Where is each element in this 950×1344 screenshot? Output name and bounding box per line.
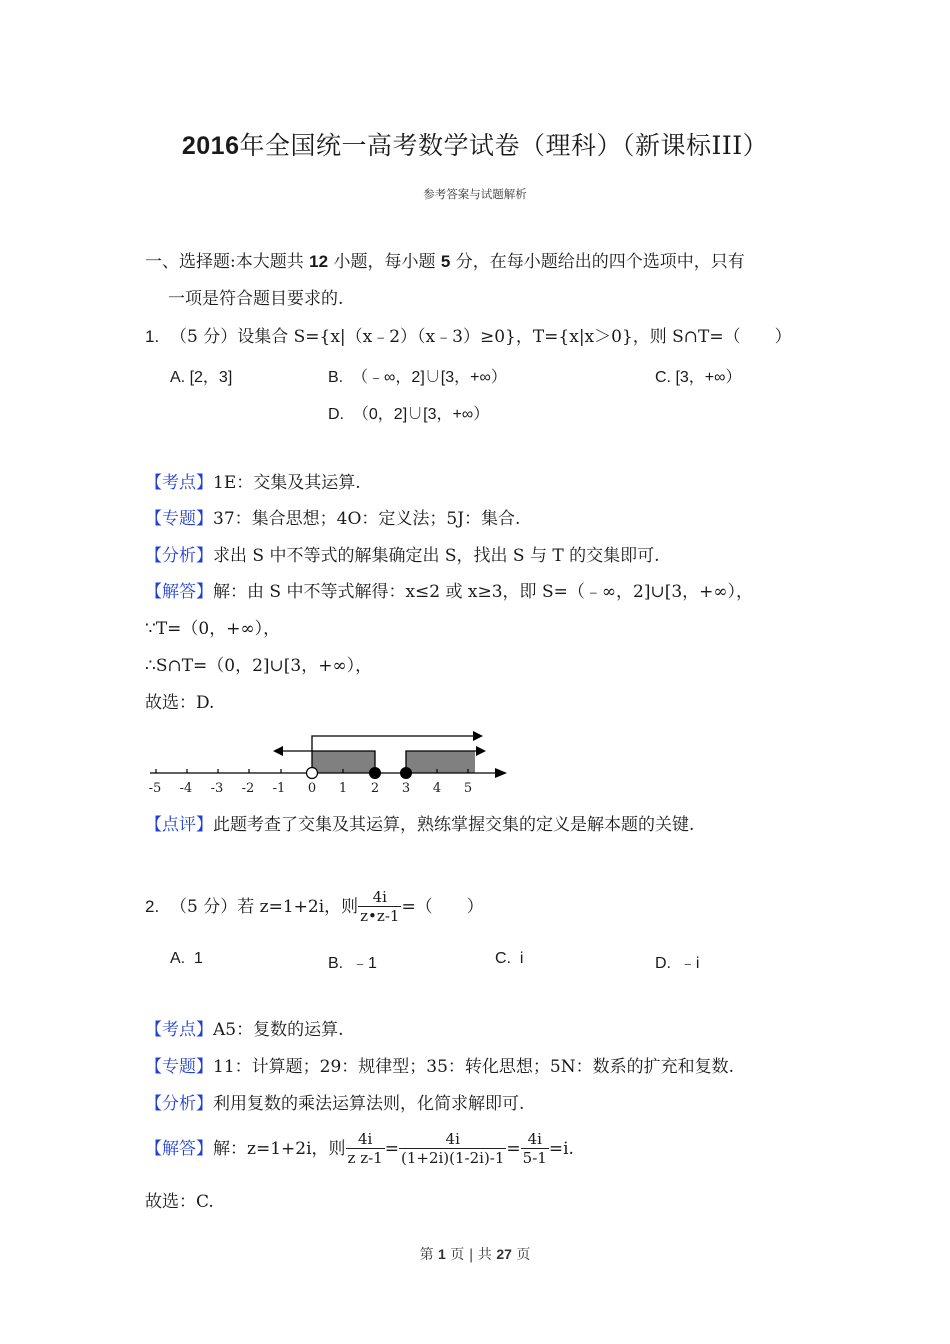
svg-text:4: 4 — [432, 781, 442, 796]
section-heading — [145, 250, 745, 274]
q1-jieda: 【解答】解：由 S 中不等式解得：x≤2 或 x≥3，即 S=（﹣∞，2]∪[3，+∞）， — [145, 582, 754, 602]
page-title — [0, 126, 950, 162]
q2-option-d[interactable]: D. ﹣i — [655, 955, 700, 972]
closed-point-3 — [400, 767, 412, 779]
q2-option-a[interactable]: A. 1 — [170, 950, 203, 967]
page-total: 27 — [496, 1246, 512, 1262]
page-number: 1 — [438, 1246, 446, 1262]
svg-text:-1: -1 — [272, 781, 286, 796]
jieda-fraction-3: $\frac{4i}{5-1}$ — [522, 1130, 547, 1167]
section-heading-line2: 一项是符合题目要求的. — [168, 289, 344, 309]
heading-text: 小题，每小题 — [328, 252, 441, 272]
title-year: 2016 — [181, 132, 240, 160]
q1-kaodian: 【考点】1E：交集及其运算. — [145, 473, 361, 493]
fenxi-tag: 【分析】 — [145, 1094, 213, 1114]
question-number: 2. — [145, 896, 160, 916]
q1-option-d[interactable]: D. （0，2]∪[3，+∞） — [328, 406, 490, 423]
closed-point-2 — [369, 767, 381, 779]
q2-fraction: $\frac{4i}{z•\overline{z}-1}$ — [360, 888, 400, 925]
dianping-tag: 【点评】 — [145, 815, 213, 835]
question-1-stem — [145, 325, 792, 349]
q2-zhuanti: 【专题】11：计算题；29：规律型；35：转化思想；5N：数系的扩充和复数. — [145, 1057, 734, 1077]
q2-option-c[interactable]: C. i — [495, 950, 524, 967]
kaodian-tag: 【考点】 — [145, 1020, 213, 1040]
q1-fenxi: 【分析】求出 S 中不等式的解集确定出 S，找出 S 与 T 的交集即可. — [145, 546, 660, 566]
q2-conclusion: 故选：C. — [145, 1192, 214, 1212]
zhuanti-tag: 【专题】 — [145, 1057, 213, 1077]
q1-conclusion: 故选：D. — [145, 693, 215, 713]
fenxi-tag: 【分析】 — [145, 546, 213, 566]
q2-fenxi: 【分析】利用复数的乘法运算法则，化简求解即可. — [145, 1094, 525, 1114]
svg-text:-3: -3 — [210, 781, 224, 796]
question-number: 1. — [145, 327, 160, 346]
q2-kaodian: 【考点】A5：复数的运算. — [145, 1020, 344, 1040]
title-text: 年全国统一高考数学试卷（理科）（新课标III） — [239, 131, 769, 160]
svg-text:5: 5 — [463, 781, 473, 796]
svg-text:3: 3 — [401, 781, 411, 796]
number-line-figure — [145, 728, 515, 800]
question-2-stem: 2. （5 分）若 z=1+2i，则 $\frac{4i}{z•\overline{z}-1}$ =（ ） — [145, 888, 484, 925]
jieda-tag: 【解答】 — [145, 582, 213, 602]
svg-text:1: 1 — [338, 781, 348, 796]
jieda-fraction-1: $\frac{4i}{z \overline{z}-1}$ — [347, 1130, 383, 1167]
svg-text:2: 2 — [370, 781, 380, 796]
shaded-interval-3-5 — [406, 751, 475, 773]
jieda-tag: 【解答】 — [145, 1138, 213, 1159]
svg-text:0: 0 — [307, 781, 317, 796]
open-point-0 — [307, 768, 318, 779]
q1-jieda-line3: ∴S∩T=（0，2]∪[3，+∞）， — [145, 656, 373, 676]
q1-option-c[interactable]: C. [3，+∞） — [655, 369, 742, 386]
page-subtitle: 参考答案与试题解析 — [423, 187, 527, 201]
zhuanti-tag: 【专题】 — [145, 509, 213, 529]
points-each: 5 — [440, 252, 451, 271]
heading-text: 一、选择题:本大题共 — [145, 252, 310, 272]
question-count: 12 — [309, 252, 329, 271]
q2-option-b[interactable]: B. ﹣1 — [328, 955, 377, 972]
jieda-fraction-2: $\frac{4i}{(1+2i)(1-2i)-1}$ — [400, 1130, 505, 1167]
q1-jieda-line2: ∵T=（0，+∞）， — [145, 619, 281, 639]
q1-zhuanti: 【专题】37：集合思想；4O：定义法；5J：集合. — [145, 509, 521, 529]
page-footer: 第 1 页 | 共 27 页 — [419, 1246, 531, 1263]
kaodian-tag: 【考点】 — [145, 473, 213, 493]
heading-text: 分，在每小题给出的四个选项中，只有 — [450, 252, 745, 272]
q1-option-b[interactable]: B. （﹣∞，2]∪[3，+∞） — [328, 369, 507, 386]
q1-dianping: 【点评】此题考查了交集及其运算，熟练掌握交集的定义是解本题的关键. — [145, 815, 695, 835]
q1-option-a[interactable]: A. [2，3] — [170, 369, 233, 386]
question-text: （5 分）设集合 S={x|（x﹣2）（x﹣3）≥0}，T={x|x＞0}，则 S∩T=（ ） — [170, 327, 792, 347]
svg-text:-4: -4 — [179, 781, 193, 796]
svg-text:-5: -5 — [148, 781, 162, 796]
q2-jieda: 【解答】 解：z=1+2i，则 $\frac{4i}{z \overline{z}-1}$ = $\frac{4i}{(1+2i)(1-2i)-1}$ = $\frac{4i}{5-1}$ =i. — [145, 1130, 574, 1167]
svg-text:-2: -2 — [241, 781, 255, 796]
